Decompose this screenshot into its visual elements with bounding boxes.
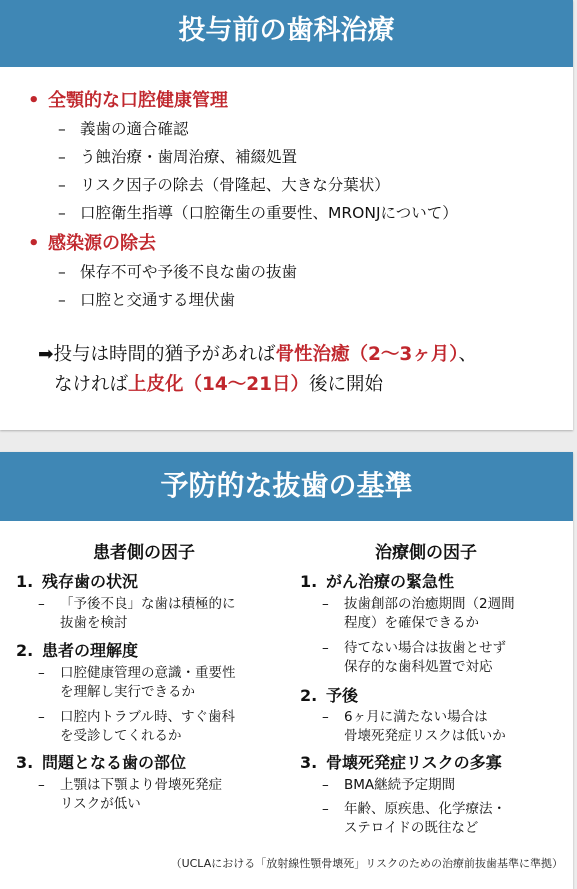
right-item-1: 1. がん治療の緊急性 — [300, 572, 455, 591]
right-item-2: 2. 予後 — [300, 686, 359, 705]
right-item-3: 3. 骨壊死発症リスクの多寡 — [300, 753, 502, 772]
right-item-3-sub: – 年齢、原疾患、化学療法・ ステロイドの既往など — [322, 801, 506, 836]
sub-item: – リスク因子の除去（骨隆起、大きな分葉状） — [58, 176, 390, 194]
left-column-heading: 患者側の因子 — [93, 543, 195, 563]
slide-title: 予防的な抜歯の基準 — [0, 452, 573, 521]
left-item-2-sub: – 口腔健康管理の意識・重要性 を理解し実行できるか — [38, 665, 236, 700]
conclusion-text: ➡投与は時間的猶予があれば骨性治癒（2〜3ヶ月）、 なければ上皮化（14〜21日）後に開始 — [38, 344, 478, 395]
slide-prophylactic-extraction — [0, 452, 573, 889]
right-item-1-sub: – 待てない場合は抜歯とせず 保存的な歯科処置で対応 — [322, 640, 506, 675]
bullet-label: 感染源の除去 — [48, 233, 156, 254]
left-item-2: 2. 患者の理解度 — [16, 641, 139, 660]
left-item-3: 3. 問題となる歯の部位 — [16, 753, 187, 772]
right-column-heading: 治療側の因子 — [375, 543, 477, 563]
right-item-2-sub: – 6ヶ月に満たない場合は 骨壊死発症リスクは低いか — [322, 709, 506, 744]
bullet-oral-health-management — [28, 86, 228, 112]
right-item-1-sub: – 抜歯創部の治癒期間（2週間 程度）を確保できるか — [322, 596, 515, 631]
sub-item: – 義歯の適合確認 — [58, 120, 189, 138]
slide-pre-treatment — [0, 0, 573, 430]
left-item-1: 1. 残存歯の状況 — [16, 572, 139, 591]
left-item-2-sub: – 口腔内トラブル時、すぐ歯科 を受診してくれるか — [38, 709, 235, 744]
bullet-marker: • — [28, 233, 40, 254]
sub-item: – 口腔衛生指導（口腔衛生の重要性、MRONJについて） — [58, 204, 458, 222]
bullet-label: 全顎的な口腔健康管理 — [48, 90, 228, 111]
arrow-icon: ➡ — [38, 344, 54, 365]
sub-item: – 口腔と交通する埋伏歯 — [58, 291, 236, 309]
left-item-1-sub: – 「予後不良」な歯は積極的に 抜歯を検討 — [38, 596, 236, 631]
source-footnote: （UCLAにおける「放射線性顎骨壊死」リスクのための治療前抜歯基準に準拠） — [170, 857, 563, 870]
sub-item: – 保存不可や予後不良な歯の抜歯 — [58, 263, 298, 281]
bullet-marker: • — [28, 90, 40, 111]
slide-title: 投与前の歯科治療 — [0, 0, 573, 67]
right-item-3-sub: – BMA継続予定期間 — [322, 777, 456, 793]
sub-item: – う蝕治療・歯周治療、補綴処置 — [58, 148, 298, 166]
left-item-3-sub: – 上顎は下顎より骨壊死発症 リスクが低い — [38, 777, 222, 812]
bullet-infection-removal — [28, 229, 156, 255]
